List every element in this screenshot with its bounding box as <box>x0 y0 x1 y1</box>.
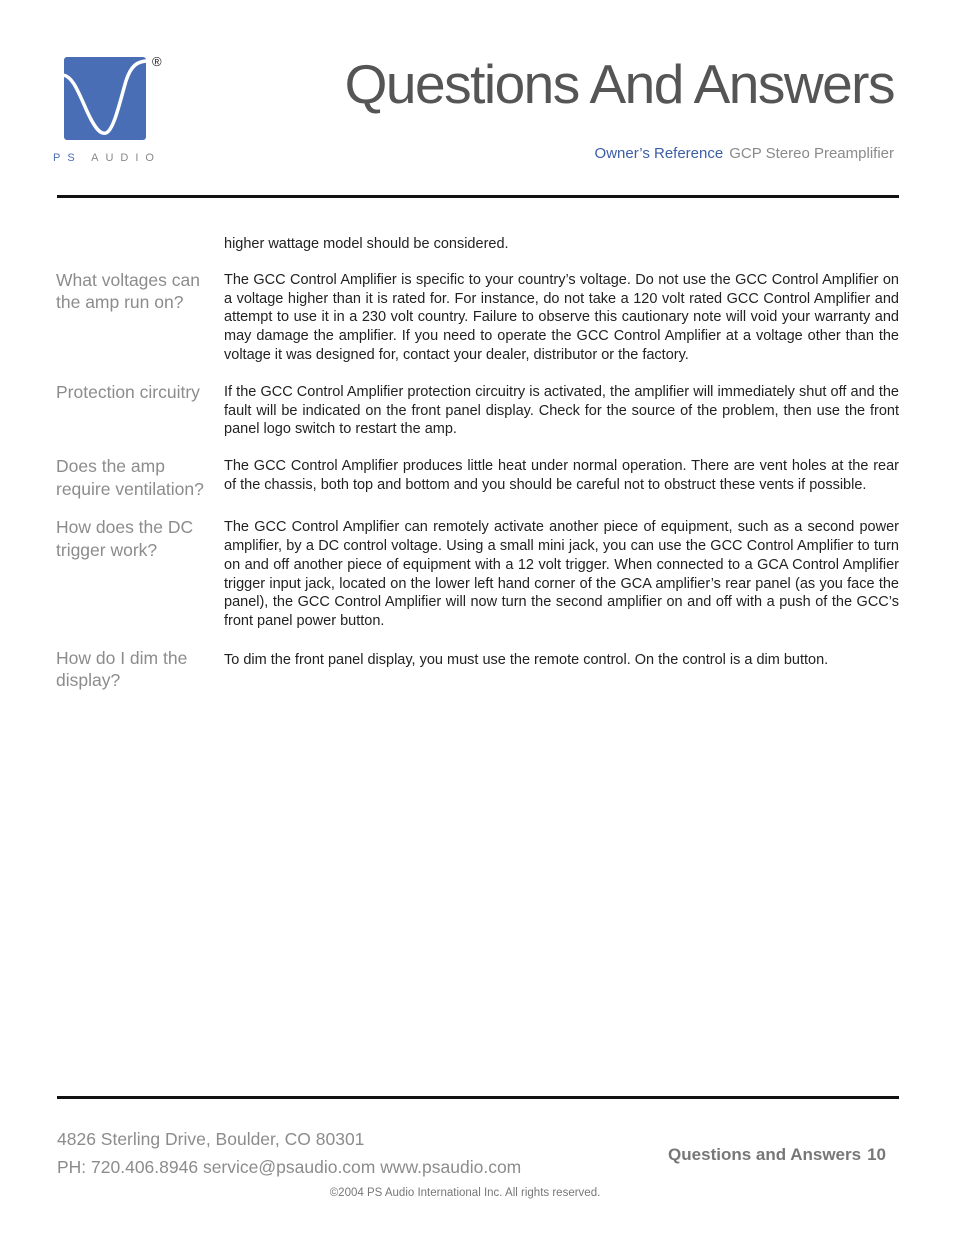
copyright-notice: ©2004 PS Audio International Inc. All rights reserved. <box>329 1187 601 1199</box>
brand-audio: AUDIO <box>91 152 161 164</box>
section-name: Questions and Answers <box>668 1145 862 1164</box>
qa-row-dim-display <box>56 649 899 692</box>
footer-address: 4826 Sterling Drive, Boulder, CO 80301 <box>57 1129 365 1149</box>
answer-text: The GCC Control Amplifier can remotely activate another piece of equipment, such as a second power amplifier, by a DC control voltage. Using a small mini jack, you can use the GCC Control Amplifier to turn on and off another piece of equipment with a 12 volt trigger. When connected to a GCA Control Amplifier trigger input jack, located on the lower left hand corner of the GCA amplifier’s rear panel (as you face the panel), the GCC Control Amplifier will now turn the second amplifier on and off with a push of the GCC’s front panel power button. <box>224 519 899 630</box>
answer-text: The GCC Control Amplifier produces little heat under normal operation. There are vent holes at the rear of the chassis, both top and bottom and you should be careful not to obstruct these vents if possible. <box>224 458 899 493</box>
qa-row-ventilation <box>56 457 899 500</box>
answer-text: The GCC Control Amplifier is specific to your country’s voltage. Do not use the GCC Control Amplifier on a voltage higher than it is rated for. For instance, do not take a 120 volt rated GCC Control Amplifier and attempt to use it in a 230 volt country. Failure to observe this cautionary note will void your warranty and may damage the amplifier. If you need to operate the GCC Control Amplifier at a voltage other than the voltage it was designed for, contact your dealer, distributor or the factory. <box>224 271 899 363</box>
footer-contact: PH: 720.406.8946 service@psaudio.com www.psaudio.com <box>57 1157 522 1177</box>
qa-row-voltages <box>56 271 899 365</box>
answer-text: To dim the front panel display, you must use the remote control. On the control is a dim button. <box>224 651 829 668</box>
qa-row-protection <box>56 383 899 439</box>
question-label: How does the DC trigger work? <box>56 517 194 560</box>
brand-wordmark <box>53 152 161 164</box>
footer-address-block <box>57 1125 521 1181</box>
header-divider <box>57 195 899 198</box>
question-label: Protection circuitry <box>56 381 200 402</box>
page-number: 10 <box>867 1145 886 1164</box>
question-label: How do I dim the display? <box>56 647 188 691</box>
continuation-row <box>56 235 899 254</box>
doc-type: Owner’s Reference <box>594 145 724 162</box>
document-subtitle <box>595 145 894 162</box>
qa-content <box>56 235 899 692</box>
question-label: Does the amp require ventilation? <box>56 456 204 499</box>
page-title: Questions And Answers <box>344 53 894 115</box>
registered-mark: ® <box>152 54 162 69</box>
footer-section-label <box>668 1145 886 1165</box>
answer-text: If the GCC Control Amplifier protection circuitry is activated, the amplifier will immediately shut off and the fault will be indicated on the front panel display. Check for the source of the problem, then use the front panel logo switch to restart the amp. <box>224 383 899 438</box>
sine-wave-icon <box>64 57 146 140</box>
footer-divider <box>57 1096 899 1099</box>
continuation-text: higher wattage model should be considered. <box>224 236 509 252</box>
qa-row-dc-trigger <box>56 518 899 631</box>
brand-ps: PS <box>53 152 82 164</box>
product-name: GCP Stereo Preamplifier <box>729 145 894 162</box>
ps-audio-logo <box>53 54 166 166</box>
question-label: What voltages can the amp run on? <box>56 269 200 313</box>
